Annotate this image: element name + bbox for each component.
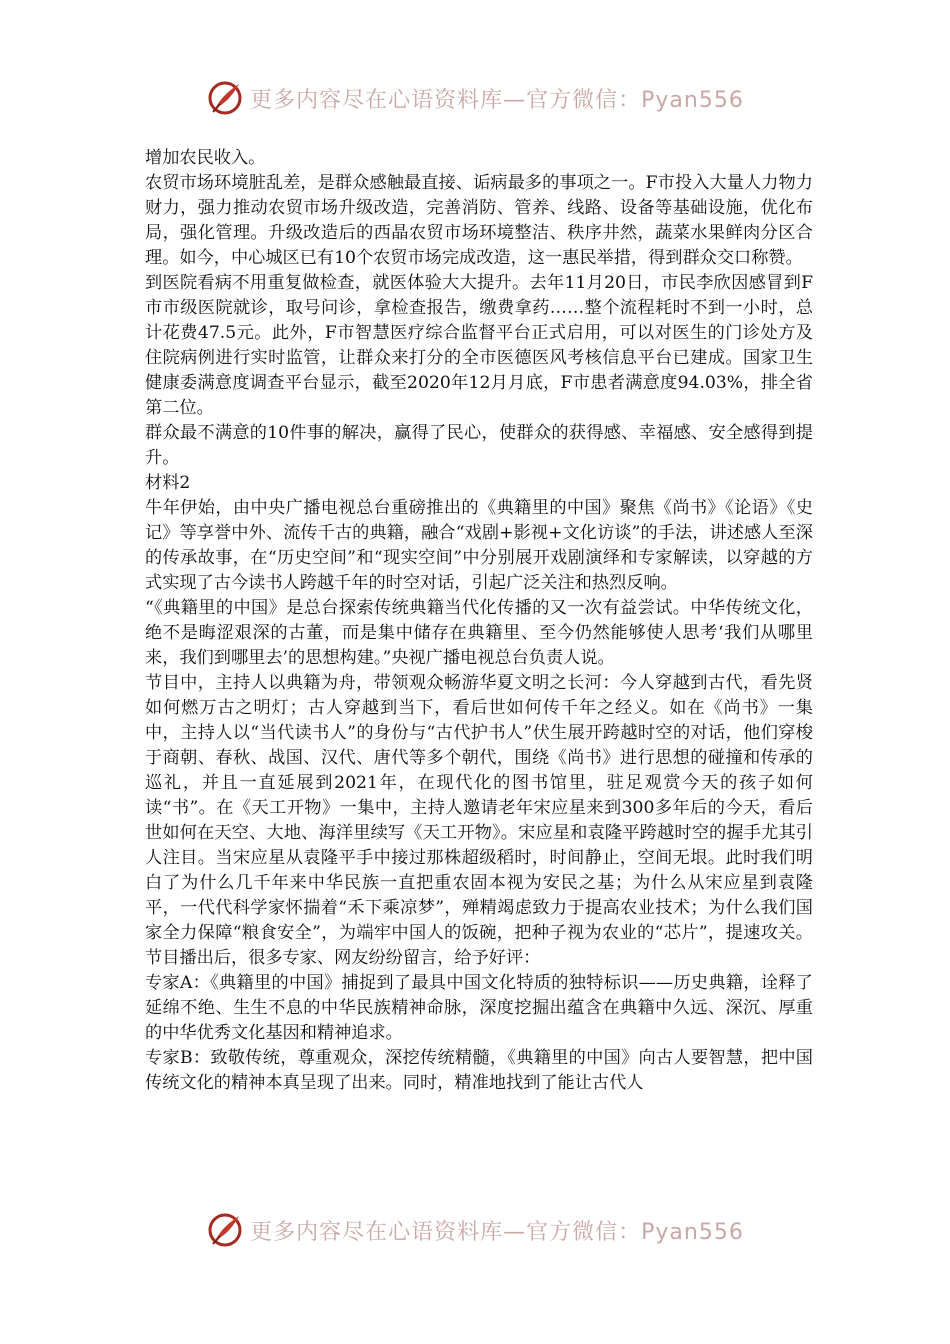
banner-text: 更多内容尽在心语资料库—官方微信：Pyan556 [250, 87, 744, 113]
document-body [145, 146, 813, 1096]
feather-pen-logo-icon [206, 1211, 244, 1249]
paragraph: 节目中，主持人以典籍为舟，带领观众畅游华夏文明之长河：今人穿越到古代，看先贤如何燃万古之明灯；古人穿越到当下，看后世如何传千年之经义。如在《尚书》一集中，主持人以“当代读书人”的身份与“古代护书人”伏生展开跨越时空的对话，他们穿梭于商朝、春秋、战国、汉代、唐代等多个朝代，围绕《尚书》进行思想的碰撞和传承的巡礼，并且一直延展到2021年，在现代化的图书馆里，驻足观赏今天的孩子如何读“书”。在《天工开物》一集中，主持人邀请老年宋应星来到300多年后的今天，看后世如何在天空、大地、海洋里续写《天工开物》。宋应星和袁隆平跨越时空的握手尤其引人注目。当宋应星从袁隆平手中接过那株超级稻时，时间静止，空间无垠。此时我们明白了为什么几千年来中华民族一直把重农固本视为安民之基；为什么从宋应星到袁隆平，一代代科学家怀揣着“禾下乘凉梦”，殚精竭虑致力于提高农业技术；为什么我们国家全力保障“粮食安全”，为端牢中国人的饭碗，把种子视为农业的“芯片”，提速攻关。节目播出后，很多专家、网友纷纷留言，给予好评： [145, 673, 813, 968]
paragraph: “《典籍里的中国》是总台探索传统典籍当代化传播的又一次有益尝试。中华传统文化，绝不是晦涩艰深的古董，而是集中储存在典籍里、至今仍然能够使人思考‘我们从哪里来，我们到哪里去’的思想构建。”央视广播电视总台负责人说。 [145, 598, 813, 668]
paragraph: 牛年伊始，由中央广播电视总台重磅推出的《典籍里的中国》聚焦《尚书》《论语》《史记》等享誉中外、流传千古的典籍，融合“戏剧+影视+文化访谈”的手法，讲述感人至深的传承故事，在“历史空间”和“现实空间”中分别展开戏剧演绎和专家解读，以穿越的方式实现了古今读书人跨越千年的时空对话，引起广泛关注和热烈反响。 [145, 498, 813, 593]
header-banner [0, 78, 950, 118]
section-heading: 材料2 [145, 473, 191, 493]
footer-banner [0, 1210, 950, 1250]
paragraph: 专家B：致敬传统，尊重观众，深挖传统精髓，《典籍里的中国》向古人要智慧，把中国传统文化的精神本真呈现了出来。同时，精准地找到了能让古代人 [145, 1048, 813, 1093]
banner-text: 更多内容尽在心语资料库—官方微信：Pyan556 [250, 1219, 744, 1245]
paragraph: 群众最不满意的10件事的解决，赢得了民心，使群众的获得感、幸福感、安全感得到提升。 [145, 423, 813, 468]
feather-pen-logo-icon [206, 79, 244, 117]
paragraph: 增加农民收入。 [145, 148, 266, 168]
paragraph: 农贸市场环境脏乱差，是群众感触最直接、诟病最多的事项之一。F市投入大量人力物力财力，强力推动农贸市场升级改造，完善消防、管养、线路、设备等基础设施，优化布局，强化管理。升级改造后的西晶农贸市场环境整洁、秩序井然，蔬菜水果鲜肉分区合理。如今，中心城区已有10个农贸市场完成改造，这一惠民举措，得到群众交口称赞。 [145, 173, 813, 268]
paragraph: 到医院看病不用重复做检查，就医体验大大提升。去年11月20日，市民李欣因感冒到F市市级医院就诊，取号问诊，拿检查报告，缴费拿药……整个流程耗时不到一小时，总计花费47.5元。此外，F市智慧医疗综合监督平台正式启用，可以对医生的门诊处方及住院病例进行实时监管，让群众来打分的全市医德医风考核信息平台已建成。国家卫生健康委满意度调查平台显示，截至2020年12月月底，F市患者满意度94.03%，排全省第二位。 [145, 273, 813, 418]
paragraph: 专家A：《典籍里的中国》捕捉到了最具中国文化特质的独特标识——历史典籍，诠释了延绵不绝、生生不息的中华民族精神命脉，深度挖掘出蕴含在典籍中久远、深沉、厚重的中华优秀文化基因和精神追求。 [145, 973, 813, 1043]
